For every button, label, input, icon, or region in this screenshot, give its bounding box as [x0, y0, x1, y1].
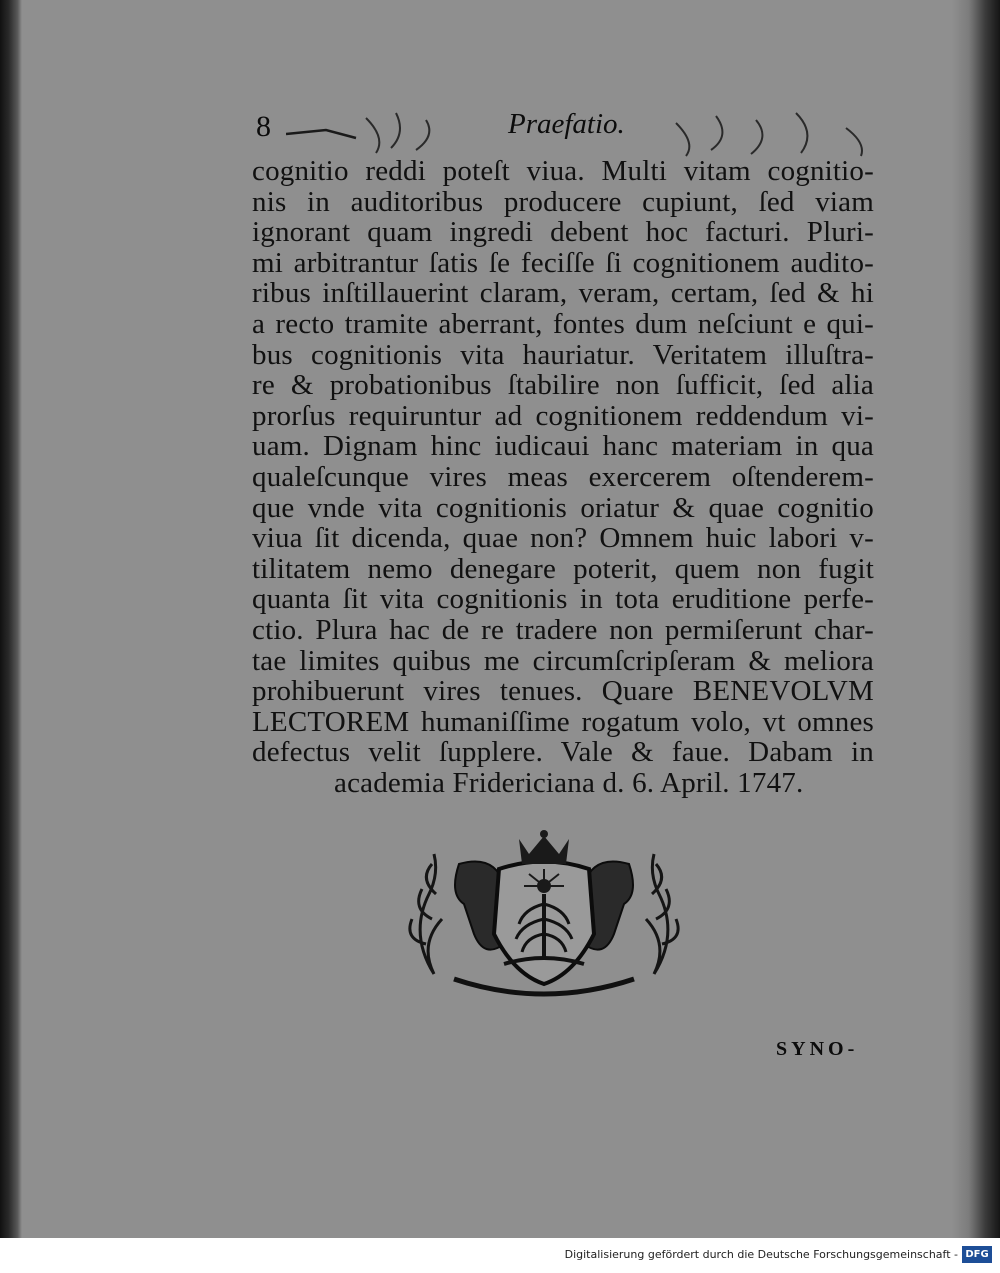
text-line: tilitatem nemo denegare poterit, quem non fugit [252, 553, 874, 585]
text-line: a recto tramite aberrant, fontes dum neſciunt e qui- [252, 308, 874, 340]
text-line: uam. Dignam hinc iudicaui hanc materiam in qua [252, 431, 874, 462]
text-line: ctio. Plura hac de re tradere non permiſerunt char- [252, 614, 874, 646]
text-line-dateline: academia Fridericiana d. 6. April. 1747. [334, 767, 804, 799]
text-line: tae limites quibus me circumſcripſeram & meliora [252, 645, 874, 677]
running-title: Praefatio. [508, 108, 625, 140]
text-line: LECTOREM humaniſſime rogatum volo, vt omnes [252, 706, 874, 738]
funding-credit: Digitalisierung gefördert durch die Deutsche Forschungsgemeinschaft - [564, 1248, 958, 1261]
text-line: viua ſit dicenda, quae non? Omnem huic labori v- [252, 523, 874, 554]
text-line: prorſus requiruntur ad cognitionem reddendum vi- [252, 400, 874, 432]
text-line: que vnde vita cognitionis oriatur & quae cognitio [252, 492, 874, 524]
digitization-footer [0, 1238, 1000, 1273]
dfg-logo-icon: DFG [962, 1246, 992, 1263]
text-line: quanta ſit vita cognitionis in tota eruditione perfe- [252, 584, 874, 615]
text-line: bus cognitionis vita hauriatur. Veritatem illuſtra- [252, 339, 874, 371]
text-line: defectus velit ſupplere. Vale & faue. Dabam in [252, 737, 874, 768]
text-line: re & probationibus ſtabilire non ſufficit, ſed alia [252, 370, 874, 401]
page-edge-shadow [952, 0, 1000, 1238]
text-line: nis in auditoribus producere cupiunt, ſed viam [252, 186, 874, 218]
catchword: SYNO- [776, 1038, 859, 1060]
text-line: prohibuerunt vires tenues. Quare BENEVOLVM [252, 676, 874, 707]
text-line: cognitio reddi poteſt viua. Multi vitam cognitio- [252, 156, 874, 187]
text-line: ribus inſtillauerint claram, veram, certam, ſed & hi [252, 278, 874, 309]
crest-vignette-ornament [404, 824, 684, 1004]
book-spine-shadow [0, 0, 22, 1238]
text-line: qualeſcunque vires meas exercerem oſtenderem- [252, 461, 874, 493]
page-header [256, 108, 876, 158]
preface-text [252, 156, 874, 798]
page-number: 8 [256, 110, 271, 143]
text-line: ignorant quam ingredi debent hoc facturi. Pluri- [252, 217, 874, 248]
text-line: mi arbitrantur ſatis ſe feciſſe ſi cognitionem audito- [252, 247, 874, 279]
